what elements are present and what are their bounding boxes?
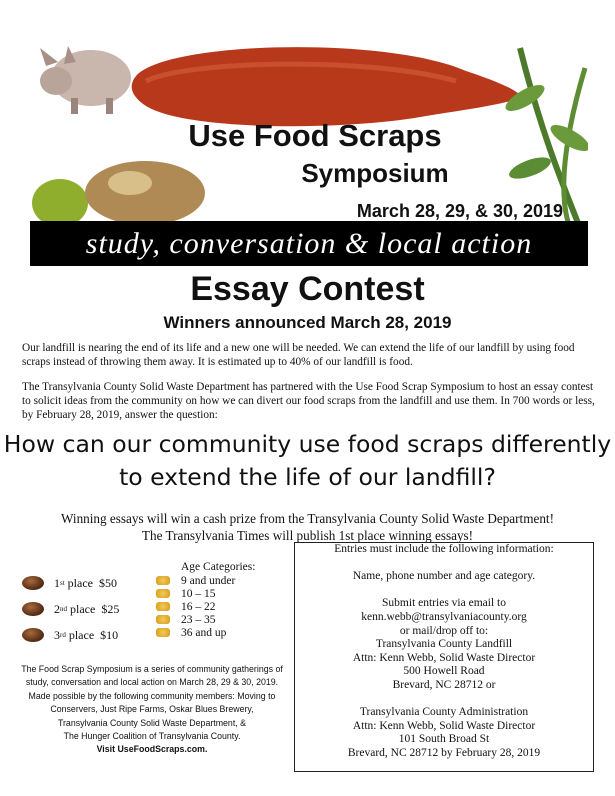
corn-kernel-icon	[156, 589, 170, 598]
place-suffix: st	[60, 579, 65, 587]
symposium-banner	[30, 18, 588, 221]
place-item	[22, 622, 157, 648]
age-categories	[156, 560, 296, 639]
entries-line: 101 South Broad St	[398, 733, 490, 746]
corn-kernel-icon	[156, 628, 170, 637]
prize-line: Winning essays will win a cash prize from the Transylvania County Solid Waste Department!	[61, 511, 554, 526]
age-item	[156, 626, 296, 639]
coffee-bean-icon	[22, 602, 44, 616]
squash-potato-image	[30, 143, 205, 221]
banner-title: Use Food Scraps	[188, 118, 442, 153]
corn-kernel-icon	[156, 576, 170, 585]
entries-line: Attn: Kenn Webb, Solid Waste Director	[352, 651, 536, 664]
banner-dates: March 28, 29, & 30, 2019	[356, 201, 564, 221]
place-suffix: nd	[60, 605, 67, 613]
age-range: 9 and under	[181, 574, 236, 587]
age-categories-label: Age Categories:	[181, 561, 256, 573]
tagline-bar: study, conversation & local action	[30, 221, 588, 266]
place-prize: place $50	[64, 575, 117, 590]
intro-paragraph: Our landfill is nearing the end of its life and a new one will be needed. We can extend the life of our landfill by using food scraps instead of throwing them away. It is estimated up to 40% of our landfill is food.	[22, 342, 575, 368]
coffee-bean-icon	[22, 628, 44, 642]
age-range: 10 – 15	[181, 587, 216, 600]
pig-image	[36, 26, 136, 116]
contest-heading: Essay Contest	[190, 270, 425, 308]
place-item	[22, 570, 157, 596]
age-range: 23 – 35	[181, 613, 216, 626]
entries-line: Attn: Kenn Webb, Solid Waste Director	[352, 719, 536, 732]
entries-box	[294, 542, 594, 772]
age-item	[156, 613, 296, 626]
blurb-line: Conservers, Just Ripe Farms, Oskar Blues Brewery,	[50, 704, 254, 715]
corn-kernel-icon	[156, 602, 170, 611]
place-prize: place $25	[67, 601, 120, 616]
entries-line: Submit entries via email to	[382, 597, 506, 610]
blurb-line: study, conversation and local action on March 28, 29 & 30, 2019.	[25, 677, 279, 688]
entries-line: Transylvania County Administration	[359, 706, 529, 719]
entries-line: Transylvania County Landfill	[375, 638, 513, 651]
coffee-bean-icon	[22, 576, 44, 590]
age-range: 36 and up	[181, 626, 227, 639]
prize-info	[0, 510, 615, 544]
contest-question: How can our community use food scraps differently to extend the life of our landfill?	[3, 430, 612, 491]
greens-image	[500, 28, 588, 221]
place-number: 2	[54, 601, 60, 616]
place-suffix: rd	[60, 631, 66, 639]
blurb-line: Transylvania County Solid Waste Department, &	[57, 717, 247, 728]
entries-line: Brevard, NC 28712 by February 28, 2019	[347, 746, 541, 759]
place-prize: place $10	[65, 627, 119, 642]
place-number: 1	[54, 575, 60, 590]
winners-subheading: Winners announced March 28, 2019	[163, 313, 452, 332]
entries-line	[295, 557, 593, 571]
age-item	[156, 574, 296, 587]
age-range: 16 – 22	[181, 600, 216, 613]
place-item	[22, 596, 157, 622]
partnership-paragraph: The Transylvania County Solid Waste Department has partnered with the Use Food Scrap Symposium to host an essay contest to solicit ideas from the community on how we can divert our food scraps from the landfill and use them. In 700 words or less, by February 28, 2019, answer the question:	[22, 381, 595, 421]
place-number: 3	[54, 627, 60, 642]
symposium-blurb	[16, 663, 288, 757]
website-link[interactable]: Visit UseFoodScraps.com.	[96, 744, 208, 755]
age-item	[156, 587, 296, 600]
entries-line: 500 Howell Road	[403, 665, 485, 678]
blurb-line: The Food Scrap Symposium is a series of community gatherings of	[21, 664, 283, 674]
entries-line: or mail/drop off to:	[399, 624, 489, 637]
entries-line: Name, phone number and age category.	[352, 570, 536, 583]
publish-line: The Transylvania Times will publish 1st place winning essays!	[141, 528, 474, 543]
entries-line: Entries must include the following information:	[334, 543, 554, 555]
prize-places	[22, 570, 157, 648]
banner-subtitle: Symposium	[301, 158, 449, 188]
age-item	[156, 600, 296, 613]
email-link[interactable]: kenn.webb@transylvaniacounty.org	[361, 610, 527, 623]
blurb-line: Made possible by the following community members: Moving to	[28, 690, 276, 701]
corn-kernel-icon	[156, 615, 170, 624]
entries-line	[295, 584, 593, 598]
entries-line	[295, 693, 593, 707]
entries-line: Brevard, NC 28712 or	[392, 678, 496, 691]
blurb-line: The Hunger Coalition of Transylvania County.	[63, 731, 241, 742]
